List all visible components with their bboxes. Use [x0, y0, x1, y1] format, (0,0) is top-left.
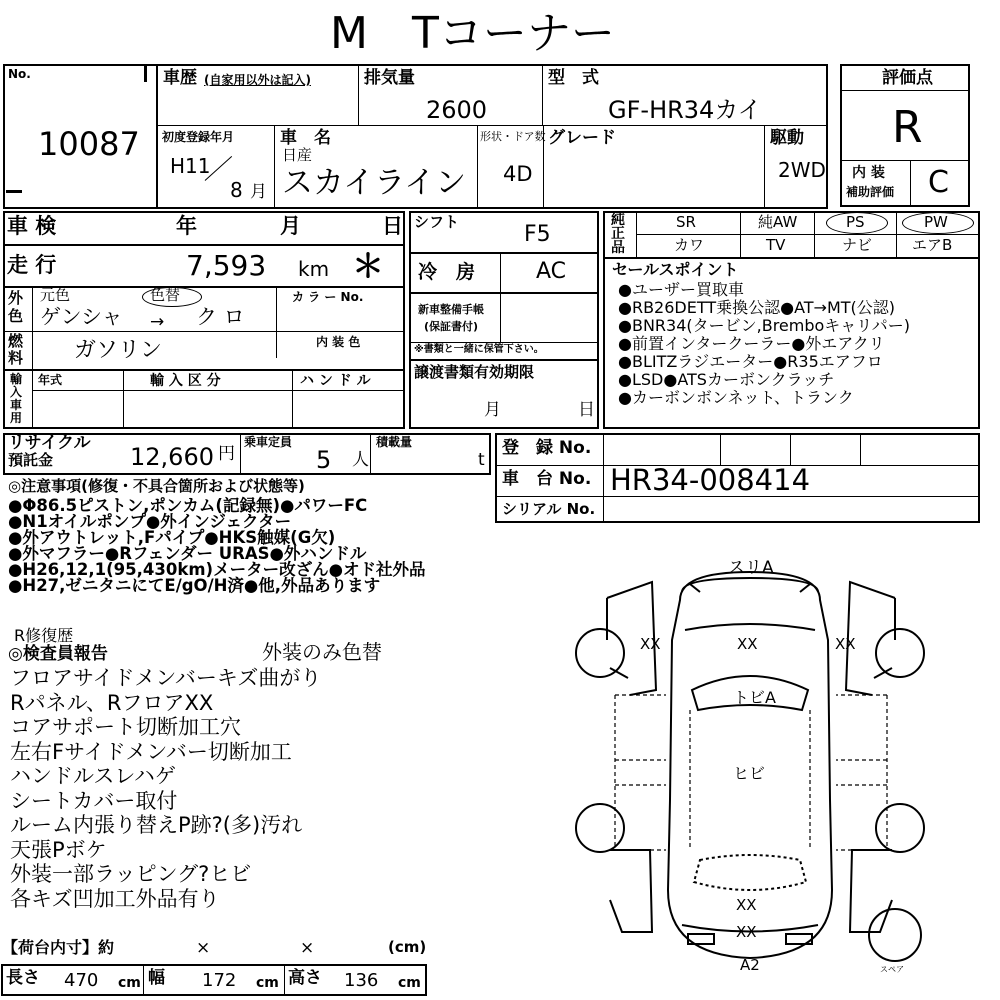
inspection-year: 年: [176, 214, 197, 238]
note-item: ●Φ86.5ピストン,ポンカム(記録無)●パワーFC: [8, 496, 368, 515]
inspector-label: ◎検査員報告: [8, 644, 108, 664]
color-original: ゲンシャ: [40, 305, 123, 329]
transfer-label: 譲渡書類有効期限: [414, 363, 535, 381]
chassis-label: 車 台 No.: [502, 469, 592, 489]
ac-label: 冷 房: [418, 261, 476, 283]
car-maker: 日産: [282, 146, 313, 164]
page-title: M Tコーナー: [330, 8, 615, 59]
lot-bracket-bottom: [6, 190, 22, 193]
spare-tire: [869, 909, 921, 961]
warranty-note: ※書類と一緒に保管下さい。: [414, 344, 544, 355]
drive-value: 2WD: [778, 158, 826, 182]
height-value: 136: [344, 970, 379, 991]
equip-leather: カワ: [674, 236, 705, 254]
rear-window: [694, 855, 806, 890]
import-label-1: 輸: [10, 372, 23, 386]
interior-label-2: 補助評価: [846, 185, 895, 199]
inspection-month: 月: [280, 214, 301, 238]
drive-label: 駆動: [770, 128, 804, 148]
load-label: 積載量: [376, 435, 413, 449]
inspector-item: 左右Fサイドメンバー切断加工: [10, 739, 292, 764]
color-repaint-label: 色替: [150, 286, 181, 304]
sales-point-item: ●前置インタークーラー●外エアクリ: [618, 334, 885, 353]
evaluation-score: R: [892, 102, 923, 153]
equip-ps: PS: [846, 213, 865, 231]
shift-value: F5: [524, 222, 551, 247]
color-code-label: カ ラ ー No.: [292, 290, 364, 304]
warranty-line2: (保証書付): [424, 320, 479, 333]
front-bumper: [682, 578, 818, 592]
left-doors: [615, 695, 666, 850]
inspector-item: フロアサイドメンバーキズ曲がり: [10, 666, 322, 690]
grade-label: グレード: [548, 128, 616, 148]
inspector-item: 各キズ凹加工外品有り: [10, 886, 220, 911]
inspection-label: 車 検: [7, 214, 57, 238]
width-value: 172: [202, 970, 237, 991]
left-quarter: [610, 850, 652, 932]
diagram-front: スリA: [728, 558, 774, 578]
notes-label: ◎注意事項(修復・不具合箇所および状態等): [8, 477, 305, 495]
import-year-label: 年式: [38, 373, 63, 387]
registration-label: 登 録 No.: [502, 438, 592, 458]
sales-point-item: ●カーボンボンネット、トランク: [618, 388, 854, 407]
fuel-value: ガソリン: [74, 338, 163, 363]
interior-color-label: 内 装 色: [316, 335, 361, 349]
wheel-rear-right: [876, 804, 924, 852]
sales-points-list: [618, 281, 978, 407]
capacity-value: 5: [316, 446, 332, 474]
mileage-mark: ＊: [352, 247, 385, 285]
wheel-rear-left: [576, 804, 624, 852]
import-label-4: 用: [10, 411, 23, 425]
diagram-right-fender: XX: [835, 635, 856, 653]
first-reg-month: 8: [230, 178, 243, 202]
recycle-label-1: リサイクル: [8, 433, 91, 453]
mileage-value: 7,593: [186, 249, 267, 282]
recycle-unit: 円: [218, 444, 235, 464]
load-unit: t: [478, 450, 485, 470]
inspector-item: 天張Pボケ: [10, 837, 107, 862]
inspector-item: Rパネル、RフロアXX: [10, 690, 214, 715]
displacement-label: 排気量: [364, 68, 415, 88]
wheel-front-left: [576, 629, 624, 677]
sales-point-item: ●ユーザー買取車: [618, 280, 744, 299]
diagram-hood: XX: [737, 635, 758, 653]
import-label-2: 入: [10, 385, 23, 399]
equip-side-1: 純: [611, 212, 625, 228]
model-value: GF-HR34カイ: [608, 96, 762, 124]
ac-value: AC: [536, 259, 567, 284]
displacement-value: 2600: [426, 96, 488, 124]
inspector-list: [10, 666, 321, 911]
equip-pw: PW: [924, 213, 948, 231]
diagram-trunk: XX: [736, 896, 757, 914]
car-name-value: スカイライン: [282, 165, 467, 201]
diagram-windshield: トビA: [733, 688, 776, 707]
mileage-label: 走 行: [7, 253, 57, 277]
right-quarter: [850, 850, 892, 932]
length-label: 長さ: [6, 968, 40, 988]
lot-no-label: No.: [8, 67, 31, 81]
diagram-roof: ヒビ: [733, 764, 766, 783]
length-value: 470: [64, 970, 99, 991]
history-note: (自家用以外は記入): [204, 73, 311, 87]
first-reg-month-unit: 月: [250, 182, 267, 202]
lot-bracket: [144, 66, 147, 82]
diagram-spare: スペア: [880, 965, 904, 974]
inspector-item: コアサポート切断加工穴: [10, 715, 241, 739]
wheel-front-right: [876, 629, 924, 677]
cargo-x2: ×: [300, 938, 315, 958]
sales-point-item: ●BLITZラジエーター●R35エアフロ: [618, 352, 883, 371]
equip-aw: 純AW: [758, 213, 798, 231]
serial-label: シリアル No.: [502, 500, 596, 518]
transfer-day: 日: [578, 400, 595, 420]
chassis-value: HR34-008414: [610, 463, 811, 497]
import-label-3: 車: [10, 398, 23, 412]
height-label: 高さ: [288, 968, 322, 988]
model-label: 型 式: [548, 68, 599, 88]
width-label: 幅: [148, 968, 165, 988]
lot-number: 10087: [38, 125, 140, 163]
equip-side-2: 正: [611, 226, 625, 242]
import-handle-label: ハ ン ド ル: [300, 373, 371, 389]
first-reg-label: 初度登録年月: [162, 130, 235, 144]
inspector-exterior-note: 外装のみ色替: [262, 640, 382, 664]
equip-navi: ナビ: [842, 236, 873, 254]
recycle-value: 12,660: [130, 443, 214, 471]
history-label: 車歴: [163, 68, 197, 88]
transfer-month: 月: [484, 400, 501, 420]
capacity-label: 乗車定員: [244, 435, 293, 449]
note-item: ●外マフラー●Rフェンダー URAS●外ハンドル: [8, 544, 367, 563]
fuel-label-1: 燃: [8, 332, 24, 350]
sales-point-item: ●RB26DETT乗換公認●AT→MT(公認): [618, 298, 896, 317]
color-label-1: 外: [8, 289, 24, 307]
sales-point-item: ●BNR34(タービン,Bremboキャリパー): [618, 316, 911, 335]
car-diagram: [570, 560, 990, 980]
fuel-label-2: 料: [8, 349, 24, 367]
cargo-label: 【荷台内寸】約: [2, 938, 115, 957]
equip-tv: TV: [766, 236, 786, 254]
recycle-label-2: 預託金: [8, 451, 54, 469]
diagram-left-fender: XX: [640, 635, 661, 653]
first-reg-year: H11: [170, 154, 211, 178]
height-unit: cm: [398, 975, 421, 991]
color-current: ク ロ: [196, 305, 245, 329]
doors-label: 形状・ドア数: [480, 130, 546, 143]
sales-points-label: セールスポイント: [612, 260, 739, 279]
color-label-2: 色: [8, 307, 24, 325]
diagram-rear: A2: [740, 956, 760, 974]
car-name-label: 車 名: [280, 128, 331, 148]
capacity-unit: 人: [352, 450, 369, 470]
hood-line: [685, 624, 815, 630]
cargo-unit: (cm): [388, 938, 427, 956]
sales-point-item: ●LSD●ATSカーボンクラッチ: [618, 370, 835, 389]
cargo-x1: ×: [196, 938, 211, 958]
equip-side-3: 品: [611, 240, 625, 256]
interior-score: C: [928, 165, 949, 200]
inspector-item: ハンドルスレハゲ: [10, 764, 176, 788]
shift-label: シフト: [414, 213, 460, 231]
interior-label-1: 内 装: [852, 165, 885, 181]
inspector-item: 外装一部ラッピング?ヒビ: [10, 862, 252, 886]
diagram-rear-bumper: XX: [736, 923, 757, 941]
equip-sr: SR: [676, 213, 696, 231]
color-arrow: →: [150, 312, 165, 332]
doors-value: 4D: [503, 162, 533, 186]
evaluation-label: 評価点: [882, 68, 933, 88]
note-item: ●N1オイルポンプ●外インジェクター: [8, 512, 292, 531]
length-unit: cm: [118, 975, 141, 991]
mileage-unit: km: [298, 257, 330, 281]
note-item: ●外アウトレット,Fパイプ●HKS触媒(G欠): [8, 528, 336, 547]
equip-airbag: エアB: [912, 236, 953, 254]
notes-list: [8, 498, 493, 594]
note-item: ●H26,12,1(95,430km)メーター改ざん●オド社外品: [8, 560, 426, 579]
import-class-label: 輸 入 区 分: [150, 373, 221, 389]
width-unit: cm: [256, 975, 279, 991]
inspection-day: 日: [382, 214, 403, 238]
inspector-item: ルーム内張り替えP跡?(多)汚れ: [10, 813, 303, 837]
right-doors: [836, 695, 887, 850]
inspector-item: シートカバー取付: [10, 788, 178, 813]
repair-history: R修復歴: [14, 626, 74, 645]
color-original-label: 元色: [40, 286, 71, 304]
note-item: ●H27,ゼニタニにてE/gO/H済●他,外品あります: [8, 576, 381, 595]
warranty-line1: 新車整備手帳: [418, 303, 484, 316]
